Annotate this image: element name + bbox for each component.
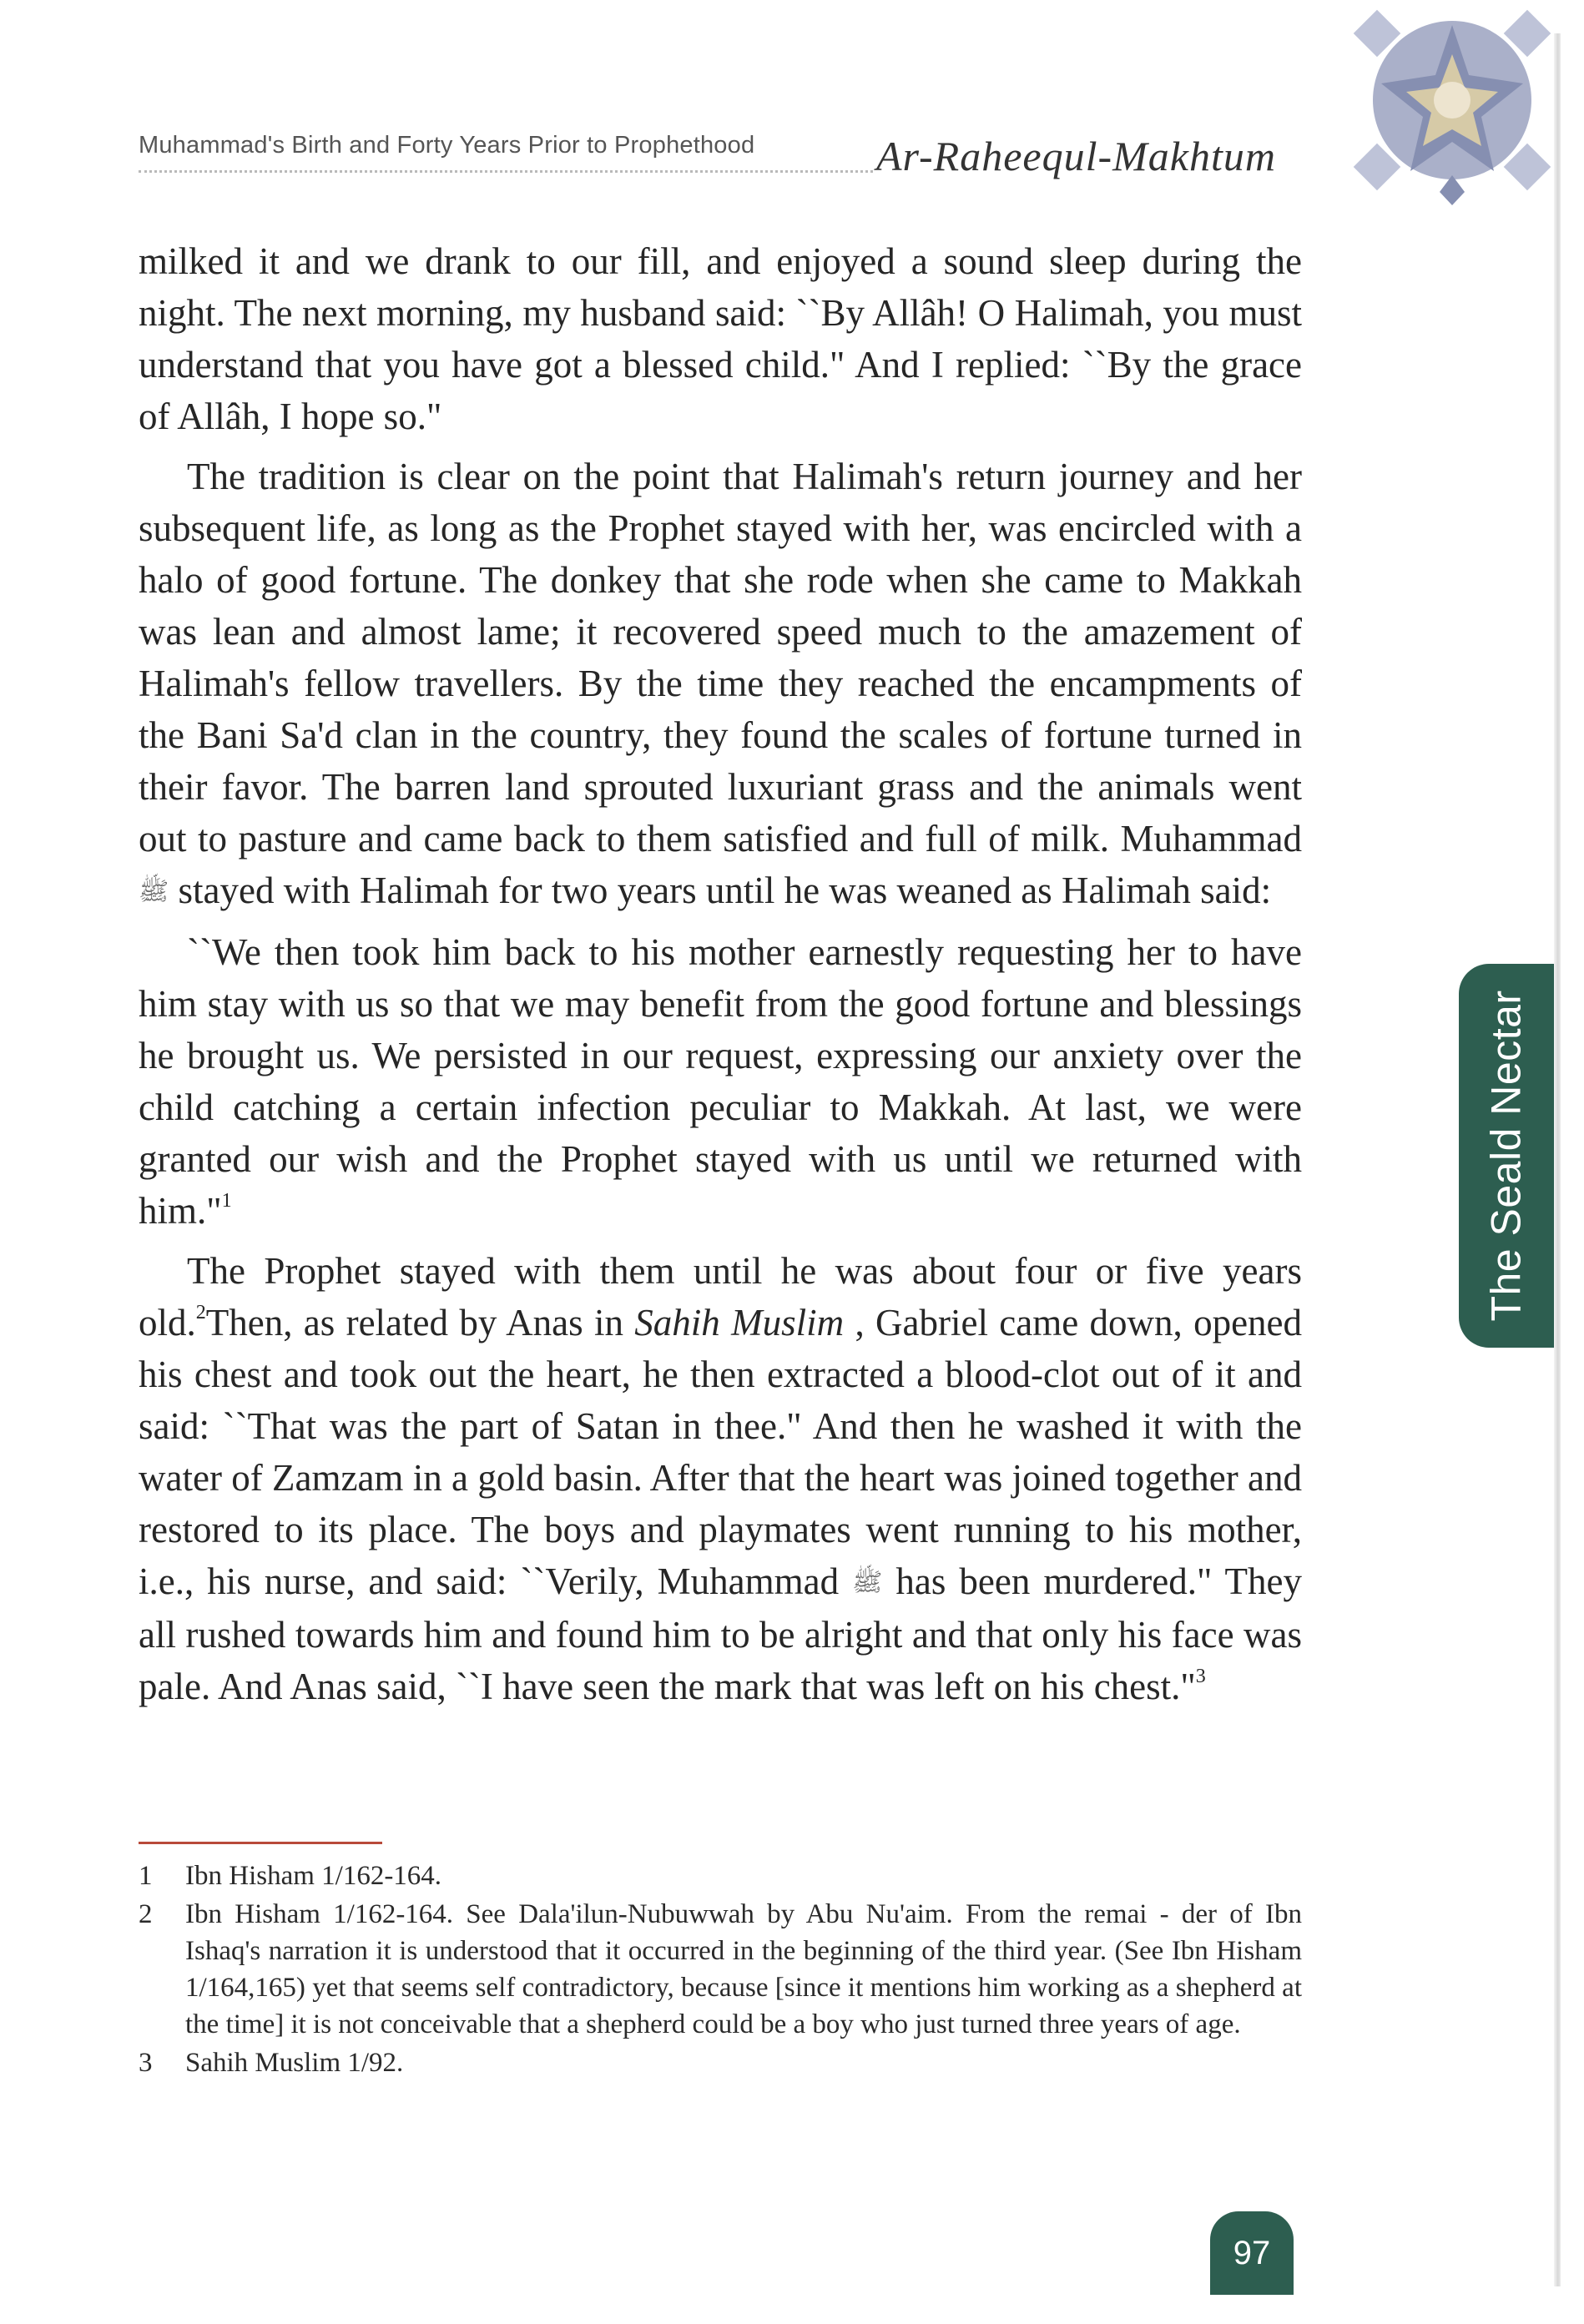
paragraph-4-text-d: has been murdered." They all rushed towards him and found him to be alright and that only his face was pale. And Anas said, ``I have seen the mark that was left on his chest." — [139, 1560, 1302, 1707]
book-title-logo: Ar-Raheequl-Makhtum — [876, 133, 1276, 179]
salutation-symbol-2: ﷺ — [852, 1569, 883, 1596]
paragraph-4-text-c: , Gabriel came down, opened his chest and took out the heart, he then extracted a blood-clot out of it and said: ``That was the part of Satan in thee." And then he washed it with the water of Zamzam in a gold basin. After that the heart was joined together and restored to its place. The boys and playmates went running to his mother, i.e., his nurse, and said: ``Verily, Muhammad — [139, 1302, 1303, 1602]
footnote-ref-2: 2 — [195, 1302, 206, 1323]
paragraph-2-text-a: The tradition is clear on the point that Halimah's return journey and her subsequent life, as long as the Prophet stayed with her, was encircled with a halo of good fortune. The donkey that she rode when she came to Makkah was lean and almost lame; it recovered speed much to the amazement of Halimah's fellow travellers. By the time they reached the encampments of the Bani Sa'd clan in the country, they found the scales of fortune turned in their favor. The barren land sprouted luxuriant grass and the animals went out to pasture and came back to them satisfied and full of milk. Muhammad — [139, 456, 1302, 860]
footnotes — [139, 1858, 1302, 2083]
paragraph-1: milked it and we drank to our fill, and enjoyed a sound sleep during the night. The next morning, my husband said: ``By Allâh! O Halimah, you must understand that you have got a blessed child." And I replied: ``By the grace of Allâh, I hope so." — [139, 240, 1302, 437]
footnote-number: 1 — [139, 1861, 153, 1891]
main-text — [139, 235, 1302, 1721]
side-tab-label: The Seald Nectar — [1483, 990, 1530, 1322]
paragraph-3 — [139, 926, 1302, 1237]
footnote-item — [139, 1858, 1302, 1894]
footnote-text: Ibn Hisham 1/162-164. See Dala'ilun-Nubuwwah by Abu Nu'aim. From the remai - der of Ibn Ishaq's narration it is understood that it occurred in the beginning of the third year. (See Ibn Hisham 1/164,165) yet that seems self contradictory, because [since it mentions him working as a shepherd at the time] it is not conceivable that a shepherd could be a boy who just turned three years of age. — [185, 1899, 1302, 2039]
ornament-icon — [1344, 8, 1561, 209]
paragraph-4-text-a: The Prophet stayed with them until he was about four or five years old. — [139, 1250, 1302, 1343]
page-number: 97 — [1210, 2211, 1294, 2295]
footnote-number: 2 — [139, 1899, 153, 1929]
footnote-text: Ibn Hisham 1/162-164. — [185, 1861, 442, 1891]
header-rule — [139, 170, 873, 173]
footnote-item — [139, 2044, 1302, 2081]
footnote-item — [139, 1896, 1302, 2043]
footnote-ref-3: 3 — [1195, 1666, 1206, 1687]
paragraph-2 — [139, 451, 1302, 918]
footnote-ref-1: 1 — [221, 1190, 232, 1212]
page-edge — [1554, 33, 1561, 2286]
footnote-rule — [139, 1842, 382, 1844]
paragraph-3-text: ``We then took him back to his mother earnestly requesting her to have him stay with us so that we may benefit from the good fortune and blessings he brought us. We persisted in our request, expressing our anxiety over the child catching a certain infection peculiar to Makkah. At last, we were granted our wish and the Prophet stayed with us until we returned with him." — [139, 931, 1302, 1232]
side-tab — [1459, 964, 1554, 1348]
footnote-number: 3 — [139, 2048, 153, 2078]
running-title: Muhammad's Birth and Forty Years Prior to Prophethood — [139, 132, 755, 159]
salutation-symbol: ﷺ — [139, 878, 169, 905]
footnote-text: Sahih Muslim 1/92. — [185, 2048, 404, 2078]
paragraph-4-text-b: Then, as related by Anas in — [205, 1302, 623, 1343]
source-title: Sahih Muslim — [634, 1302, 845, 1343]
paragraph-2-text-b: stayed with Halimah for two years until he was weaned as Halimah said: — [178, 870, 1272, 911]
paragraph-4 — [139, 1245, 1302, 1712]
